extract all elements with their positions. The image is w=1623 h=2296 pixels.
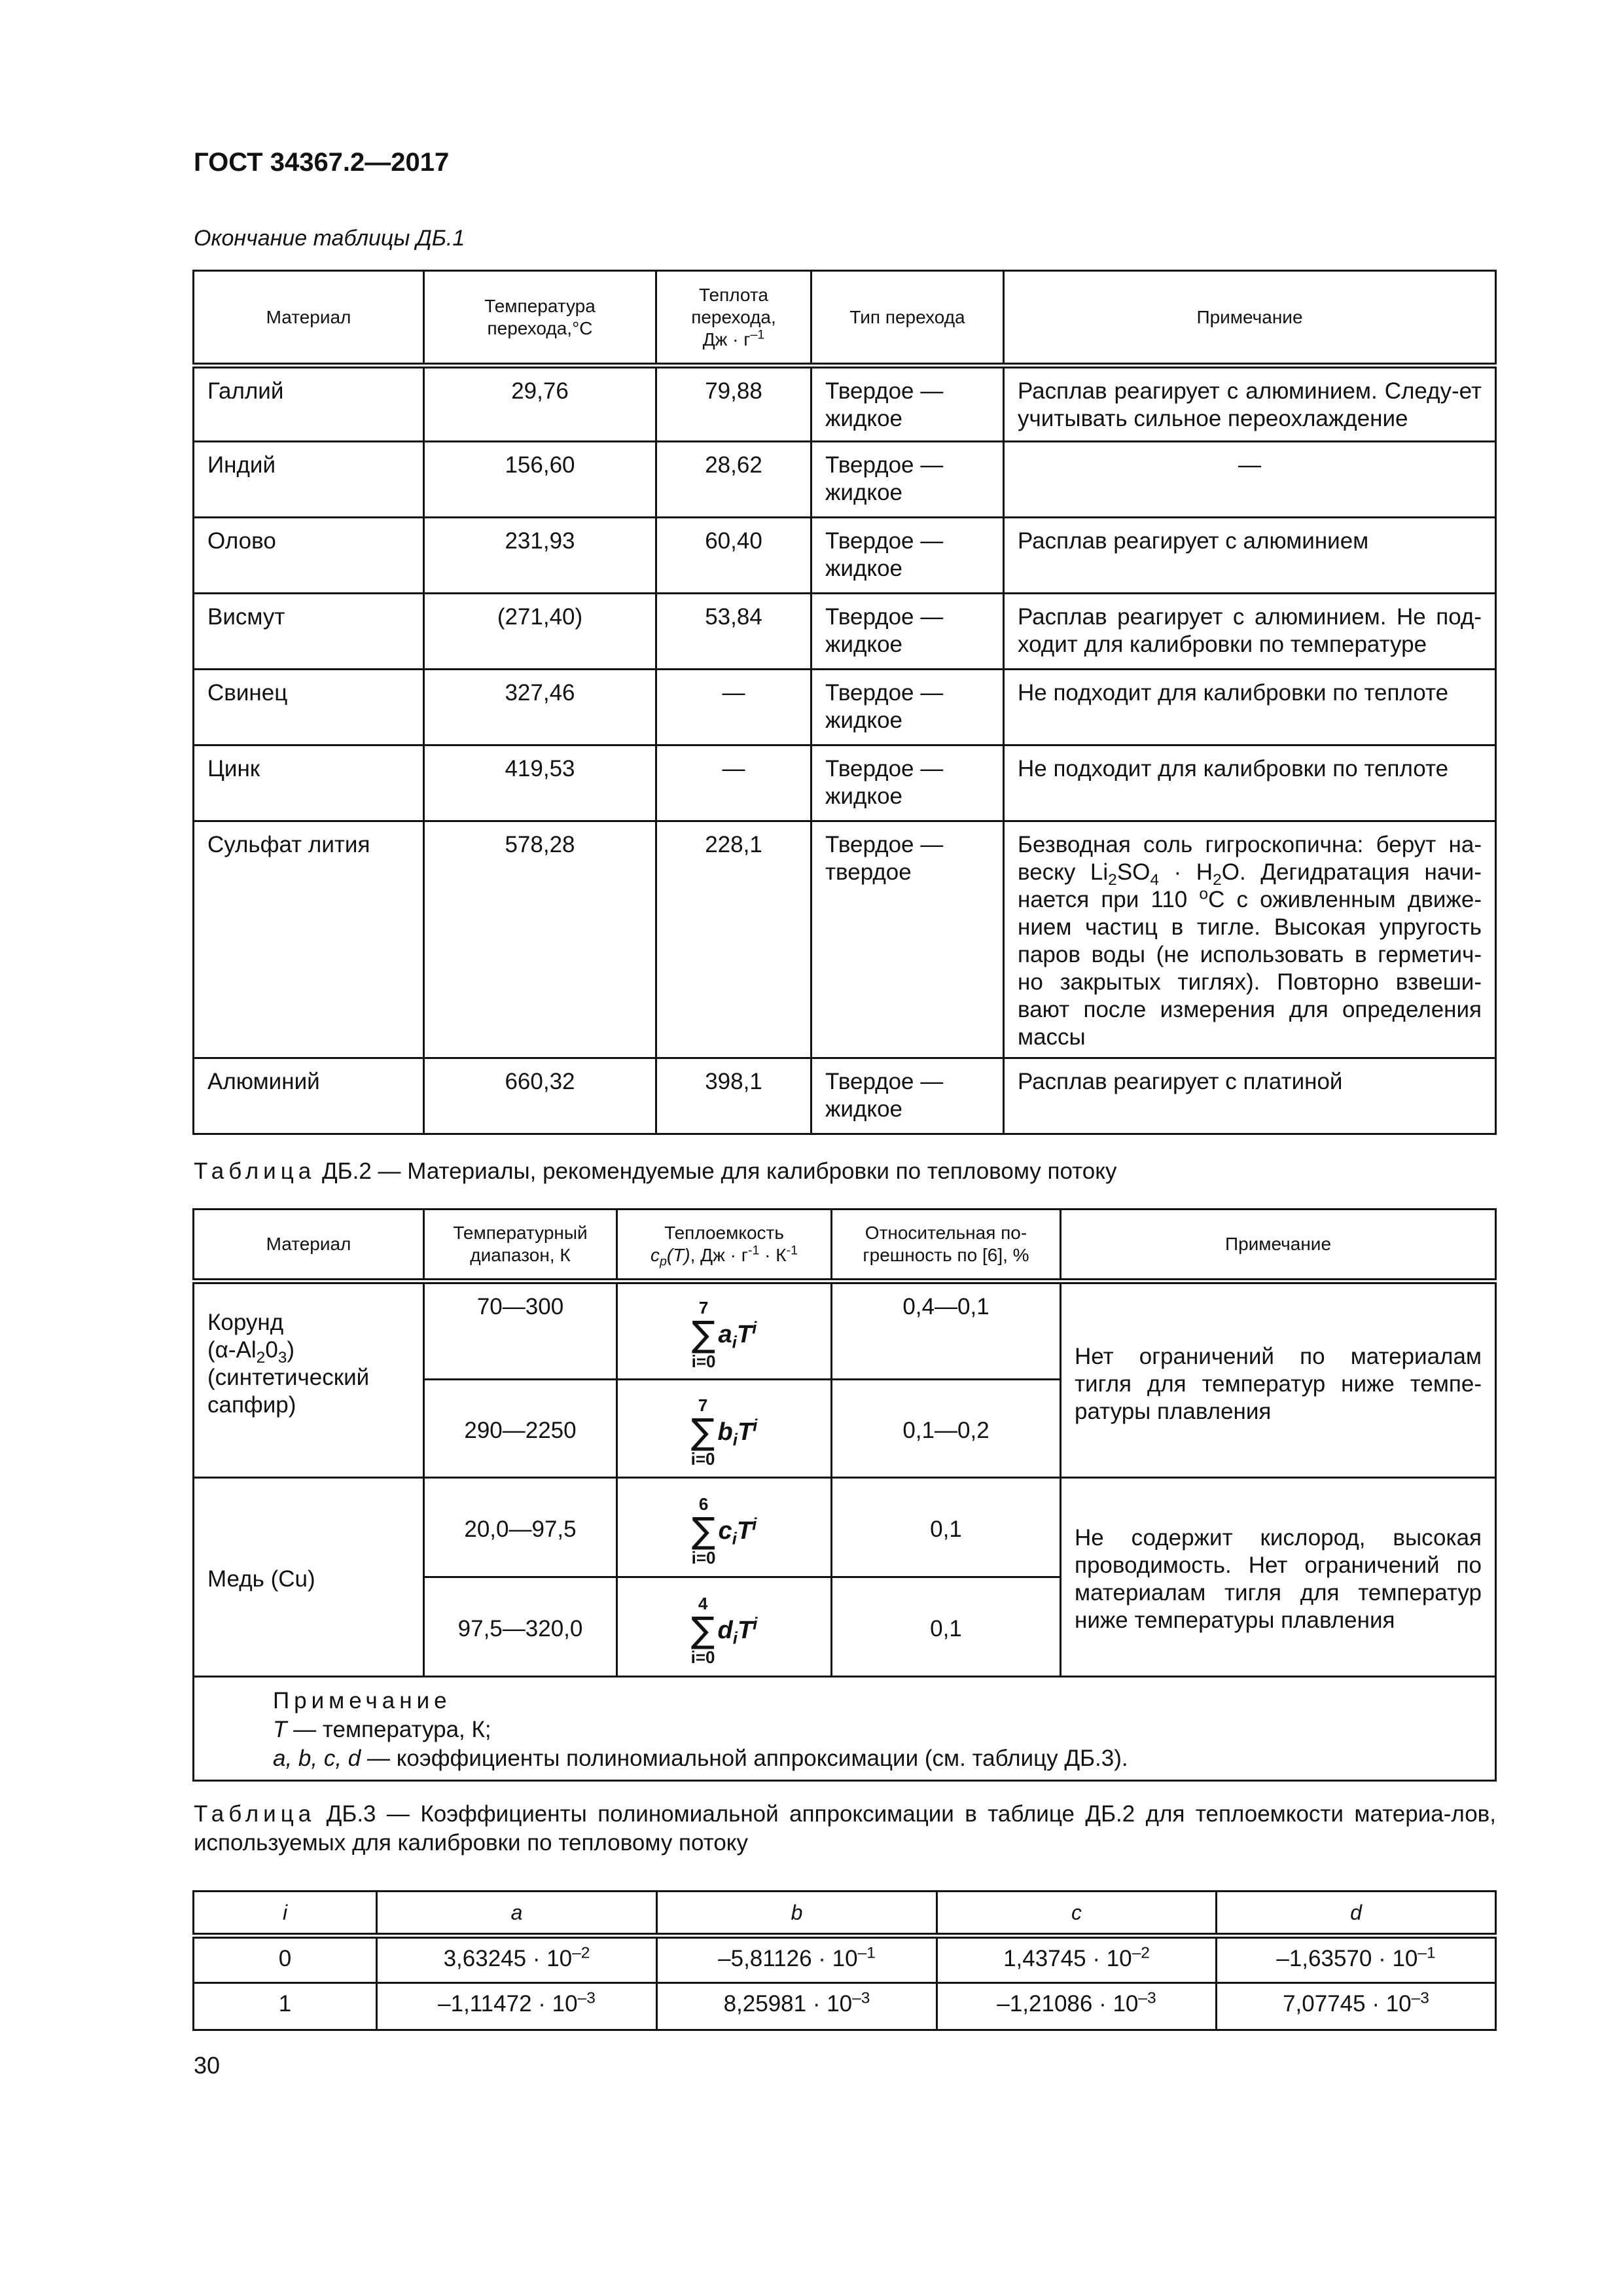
cell-sum-formula bbox=[617, 1577, 832, 1677]
document-code: ГОСТ 34367.2—2017 bbox=[194, 148, 450, 177]
cell-temperature: 578,28 bbox=[424, 821, 656, 1058]
col-header-c: c bbox=[937, 1892, 1217, 1936]
cell-error: 0,4—0,1 bbox=[832, 1282, 1061, 1380]
cell-transition-type: Твердое — твердое bbox=[812, 821, 1004, 1058]
table-continuation-caption: Окончание таблицы ДБ.1 bbox=[194, 226, 465, 251]
cell-b: $-5,81126 \cdot 10^{-1}$ bbox=[657, 1936, 937, 1983]
col-header-b: b bbox=[657, 1892, 937, 1936]
col-header-heat: Теплота перехода, Дж · $г^{-1}$ bbox=[656, 271, 812, 366]
cell-error: 0,1—0,2 bbox=[832, 1380, 1061, 1478]
cell-c: $1,43745 \cdot 10^{-2}$ bbox=[937, 1936, 1217, 1983]
cell-i: 0 bbox=[194, 1936, 377, 1983]
cell-note: Расплав реагирует с платиной bbox=[1004, 1058, 1496, 1134]
cell-temperature: 231,93 bbox=[424, 518, 656, 594]
cell-sum-formula bbox=[617, 1282, 832, 1380]
cell-temperature: 327,46 bbox=[424, 670, 656, 745]
table-note-row bbox=[194, 1677, 1496, 1781]
cell-material: Свинец bbox=[194, 670, 424, 745]
cell-material-corundum: Корунд $(\alpha-Al_20_3)$ (синтетический сапфир) bbox=[194, 1282, 424, 1478]
table-db1 bbox=[192, 270, 1497, 1135]
col-header-a: a bbox=[377, 1892, 657, 1936]
table-row bbox=[194, 745, 1496, 821]
col-header-error: Относительная по-грешность по [6], % bbox=[832, 1210, 1061, 1282]
col-header-material: Материал bbox=[194, 271, 424, 366]
col-header-temperature: Температура перехода,°С bbox=[424, 271, 656, 366]
cell-note: Не подходит для калибровки по теплоте bbox=[1004, 670, 1496, 745]
cell-heat: 28,62 bbox=[656, 442, 812, 518]
cell-b: $8,25981 \cdot 10^{-3}$ bbox=[657, 1983, 937, 2030]
cell-range: 70—300 bbox=[424, 1282, 617, 1380]
sum-formula: 7 ∑ i=0 $b_iT^i$ bbox=[690, 1395, 758, 1469]
cell-range: 97,5—320,0 bbox=[424, 1577, 617, 1677]
col-header-d: d bbox=[1217, 1892, 1496, 1936]
table-row bbox=[194, 1282, 1496, 1380]
cell-heat: 79,88 bbox=[656, 366, 812, 442]
cell-transition-type: Твердое — жидкое bbox=[812, 1058, 1004, 1134]
cell-a: $3,63245 \cdot 10^{-2}$ bbox=[377, 1936, 657, 1983]
table-row bbox=[194, 1983, 1496, 2030]
table-header-row bbox=[194, 1892, 1496, 1936]
table-row bbox=[194, 670, 1496, 745]
cell-heat: — bbox=[656, 670, 812, 745]
cell-note-corundum: Нет ограничений по материалам тигля для температур ниже темпе-ратуры плавления bbox=[1061, 1282, 1496, 1478]
sum-formula: 7 ∑ i=0 $a_iT^i$ bbox=[691, 1298, 757, 1371]
table-row bbox=[194, 366, 1496, 442]
cell-material: Олово bbox=[194, 518, 424, 594]
sum-formula: 6 ∑ i=0 $c_iT^i$ bbox=[691, 1494, 757, 1568]
cell-temperature: 156,60 bbox=[424, 442, 656, 518]
cell-note: Безводная соль гигроскопична: берут на-веску $Li_2SO_4 \cdot H_2O$. Дегидратация начи-нается при 110 $^о$С с оживленным движе-нием частиц в тигле. Высокая упругость паров воды (не использовать в герметич-но закрытых тиглях). Повторно взвеши-вают после измерения для определения массы bbox=[1004, 821, 1496, 1058]
cell-material: Индий bbox=[194, 442, 424, 518]
cell-transition-type: Твердое — жидкое bbox=[812, 594, 1004, 670]
cell-note: — bbox=[1004, 442, 1496, 518]
table-row bbox=[194, 442, 1496, 518]
cell-temperature: 660,32 bbox=[424, 1058, 656, 1134]
sum-formula: 4 ∑ i=0 $d_iT^i$ bbox=[690, 1593, 758, 1667]
table-row bbox=[194, 1058, 1496, 1134]
cell-d: $7,07745 \cdot 10^{-3}$ bbox=[1217, 1983, 1496, 2030]
col-header-range: Температурный диапазон, К bbox=[424, 1210, 617, 1282]
cell-heat: 398,1 bbox=[656, 1058, 812, 1134]
cell-error: 0,1 bbox=[832, 1478, 1061, 1577]
cell-sum-formula bbox=[617, 1478, 832, 1577]
cell-transition-type: Твердое — жидкое bbox=[812, 670, 1004, 745]
cell-i: 1 bbox=[194, 1983, 377, 2030]
cell-heat: 228,1 bbox=[656, 821, 812, 1058]
cell-material: Цинк bbox=[194, 745, 424, 821]
cell-material: Галлий bbox=[194, 366, 424, 442]
page-number: 30 bbox=[194, 2052, 221, 2079]
table-row bbox=[194, 518, 1496, 594]
cell-heat: 60,40 bbox=[656, 518, 812, 594]
cell-material-copper: Медь (Cu) bbox=[194, 1478, 424, 1677]
cell-transition-type: Твердое — жидкое bbox=[812, 745, 1004, 821]
table-footnote: Примечание T — температура, К; a, b, c, d — коэффициенты полиномиальной аппроксимации (см. таблицу ДБ.3). bbox=[194, 1677, 1496, 1781]
cell-note: Расплав реагирует с алюминием. Следу-ет учитывать сильное переохлаждение bbox=[1004, 366, 1496, 442]
table-header-row bbox=[194, 271, 1496, 366]
cell-d: $-1,63570 \cdot 10^{-1}$ bbox=[1217, 1936, 1496, 1983]
cell-note-copper: Не содержит кислород, высокая проводимость. Нет ограничений по материалам тигля для температур ниже температуры плавления bbox=[1061, 1478, 1496, 1677]
col-header-transition-type: Тип перехода bbox=[812, 271, 1004, 366]
cell-note: Расплав реагирует с алюминием. Не под-ходит для калибровки по температуре bbox=[1004, 594, 1496, 670]
col-header-i: i bbox=[194, 1892, 377, 1936]
cell-temperature: 29,76 bbox=[424, 366, 656, 442]
cell-a: $-1,11472 \cdot 10^{-3}$ bbox=[377, 1983, 657, 2030]
cell-note: Расплав реагирует с алюминием bbox=[1004, 518, 1496, 594]
cell-range: 20,0—97,5 bbox=[424, 1478, 617, 1577]
cell-transition-type: Твердое — жидкое bbox=[812, 518, 1004, 594]
table-row bbox=[194, 1478, 1496, 1577]
cell-temperature: (271,40) bbox=[424, 594, 656, 670]
cell-c: $-1,21086 \cdot 10^{-3}$ bbox=[937, 1983, 1217, 2030]
cell-material: Висмут bbox=[194, 594, 424, 670]
table-db2 bbox=[192, 1208, 1497, 1782]
cell-temperature: 419,53 bbox=[424, 745, 656, 821]
table-db3-caption: Таблица ДБ.3 — Коэффициенты полиномиальной аппроксимации в таблице ДБ.2 для теплоемкости материа-лов, используемых для калибровки по тепловому потоку bbox=[194, 1801, 1496, 1856]
cell-heat: 53,84 bbox=[656, 594, 812, 670]
col-header-heat-capacity: Теплоемкость $c_p(T)$, Дж · $г^{-1} \cdot К^{-1}$ bbox=[617, 1210, 832, 1282]
cell-note: Не подходит для калибровки по теплоте bbox=[1004, 745, 1496, 821]
col-header-material: Материал bbox=[194, 1210, 424, 1282]
table-db3 bbox=[192, 1890, 1497, 2031]
cell-material: Сульфат лития bbox=[194, 821, 424, 1058]
table-row bbox=[194, 821, 1496, 1058]
cell-transition-type: Твердое — жидкое bbox=[812, 366, 1004, 442]
table-row bbox=[194, 1936, 1496, 1983]
col-header-note: Примечание bbox=[1004, 271, 1496, 366]
cell-material: Алюминий bbox=[194, 1058, 424, 1134]
cell-range: 290—2250 bbox=[424, 1380, 617, 1478]
table-row bbox=[194, 594, 1496, 670]
table-db2-caption: Таблица ДБ.2 — Материалы, рекомендуемые для калибровки по тепловому потоку bbox=[194, 1158, 1117, 1184]
cell-sum-formula bbox=[617, 1380, 832, 1478]
col-header-note: Примечание bbox=[1061, 1210, 1496, 1282]
cell-heat: — bbox=[656, 745, 812, 821]
cell-transition-type: Твердое — жидкое bbox=[812, 442, 1004, 518]
cell-error: 0,1 bbox=[832, 1577, 1061, 1677]
table-header-row bbox=[194, 1210, 1496, 1282]
